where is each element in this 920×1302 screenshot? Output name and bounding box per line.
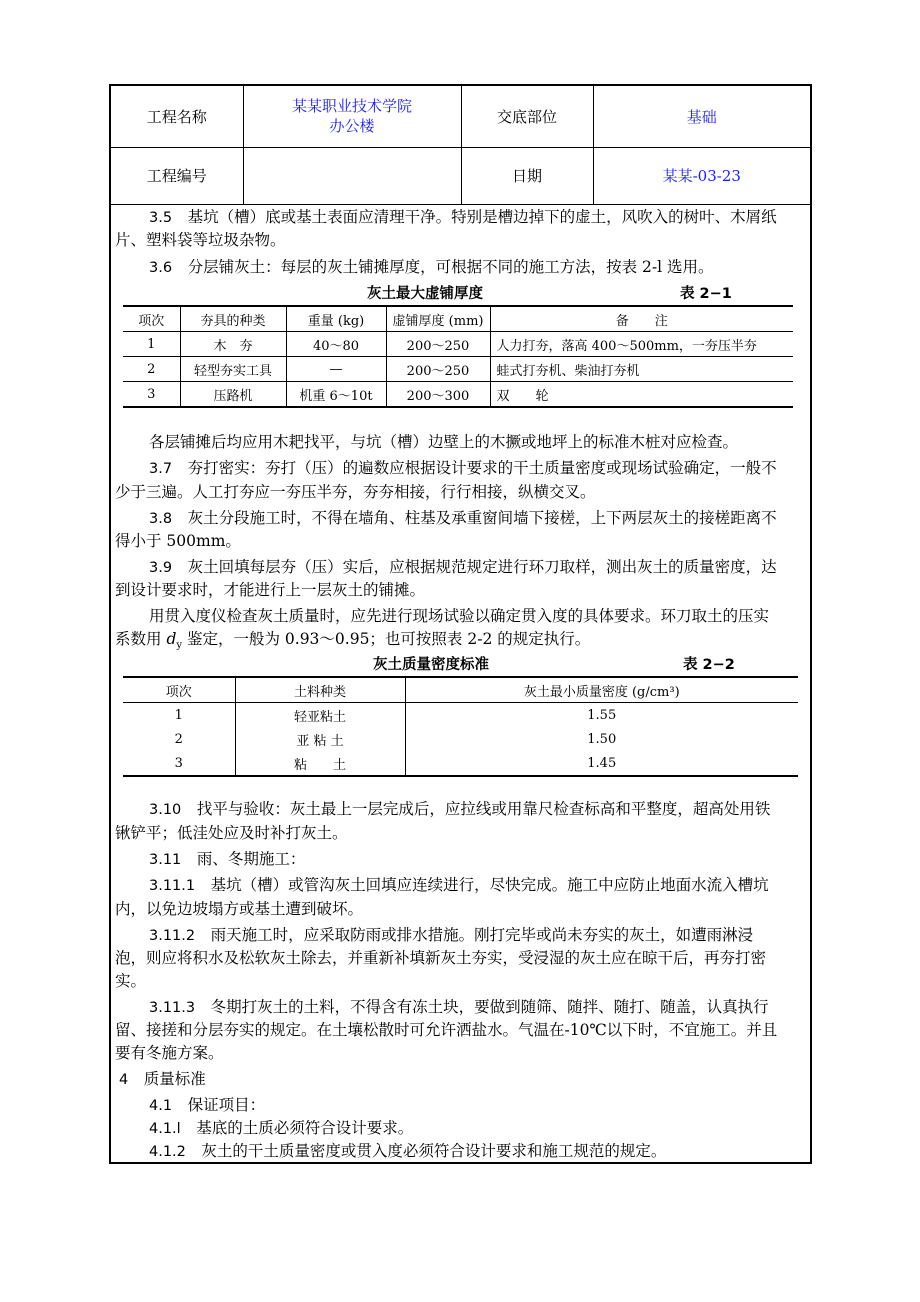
date-value: 某某-03-23	[593, 147, 810, 204]
project-name-line1: 某某职业技术学院	[291, 97, 412, 116]
t1-cell: —	[286, 357, 386, 382]
t2-cell: 3	[123, 751, 235, 776]
para-after-table1: 各层铺摊后均应用木耙找平，与坑（槽）边壁上的木撅或地坪上的标准木桩对应检查。	[149, 433, 739, 451]
t2-cell: 亚 粘 土	[235, 727, 405, 751]
para-3-10-line1: 3.10 找平与验收：灰土最上一层完成后，应拉线或用靠尺检查标高和平整度，超高处用铁	[149, 800, 771, 818]
document-frame	[109, 84, 812, 1164]
para-4-1-2: 4.1.2 灰土的干土质量密度或贯入度必须符合设计要求和施工规范的规定。	[149, 1142, 667, 1160]
project-name-label: 工程名称	[111, 86, 243, 147]
para-3-5-line1: 3.5 基坑（槽）底或基土表面应清理干净。特别是槽边掉下的虚土，风吹入的树叶、木屑纸	[149, 208, 777, 226]
para-gj-line2: 系数用 $d_y$ 鉴定，一般为 0.93～0.95；也可按照表 2-2 的规定执行。	[115, 630, 591, 652]
para-3-11: 3.11 雨、冬期施工：	[149, 850, 306, 868]
table2-title: 灰土质量密度标准	[373, 657, 489, 673]
t2-header-cell: 项次	[123, 677, 235, 703]
t1-cell: 3	[123, 382, 180, 408]
para-3-11-1-line1: 3.11.1 基坑（槽）或管沟灰土回填应连续进行，尽快完成。施工中应防止地面水流入槽坑	[149, 876, 769, 894]
t1-cell: 人力打夯，落高 400～500mm，一夯压半夯	[490, 332, 793, 357]
t1-cell: 蛙式打夯机、柴油打夯机	[490, 357, 793, 382]
para-3-9-line1: 3.9 灰土回填每层夯（压）实后，应根据规范规定进行环刀取样，测出灰土的质量密度，达	[149, 558, 777, 576]
para-3-10-line2: 锹铲平；低洼处应及时补打灰土。	[115, 824, 348, 842]
para-3-9-line2: 到设计要求时，才能进行上一层灰土的铺摊。	[115, 581, 426, 599]
para-3-11-3-line1: 3.11.3 冬期打灰土的土料，不得含有冻土块，要做到随筛、随拌、随打、随盖，认真执行	[149, 998, 769, 1016]
t1-cell: 机重 6～10t	[286, 382, 386, 408]
para-4-1: 4.1 保证项目：	[149, 1096, 266, 1114]
t1-cell: 木 夯	[180, 332, 286, 357]
t2-cell: 轻亚粘土	[235, 703, 405, 728]
para-3-6: 3.6 分层铺灰土：每层的灰土铺摊厚度，可根据不同的施工方法，按表 2-l 选用。	[149, 258, 714, 276]
t1-cell: 轻型夯实工具	[180, 357, 286, 382]
para-3-8-line2: 得小于 500mm。	[115, 532, 241, 550]
table-1	[123, 305, 793, 408]
t2-header-cell: 灰土最小质量密度 (g/cm³)	[405, 677, 798, 703]
table-row	[123, 727, 798, 751]
t2-cell: 2	[123, 727, 235, 751]
t1-header-cell: 项次	[123, 306, 180, 332]
t1-cell: 200～250	[386, 357, 490, 382]
project-name-line2: 办公楼	[329, 117, 375, 136]
t1-cell: 200～300	[386, 382, 490, 408]
t2-header-cell: 土料种类	[235, 677, 405, 703]
para-3-11-3-line2: 留、接搓和分层夯实的规定。在土壤松散时可允许洒盐水。气温在-10℃以下时，不宜施工。并且	[115, 1021, 778, 1039]
t1-header-cell: 备 注	[490, 306, 793, 332]
project-name-value	[243, 86, 461, 147]
date-label: 日期	[461, 147, 593, 204]
para-3-8-line1: 3.8 灰土分段施工时，不得在墙角、柱基及承重窗间墙下接槎，上下两层灰土的接槎距离不	[149, 509, 777, 527]
t1-header-cell: 虚铺厚度 (mm)	[386, 306, 490, 332]
header-table	[111, 86, 810, 205]
t1-cell: 1	[123, 332, 180, 357]
table-row	[123, 703, 798, 728]
part-label: 交底部位	[461, 86, 593, 147]
t1-cell: 双 轮	[496, 388, 549, 404]
table2-label: 表 2−2	[683, 657, 735, 673]
t2-cell: 1.55	[587, 707, 617, 723]
table-row	[123, 332, 793, 357]
t1-header-cell: 重量 (kg)	[286, 306, 386, 332]
para-3-7-line2: 少于三遍。人工打夯应一夯压半夯，夯夯相接，行行相接，纵横交叉。	[115, 483, 596, 501]
para-3-11-1-line2: 内，以免边坡塌方或基土遭到破坏。	[115, 900, 364, 918]
section-4-heading: 4 质量标准	[119, 1070, 206, 1088]
t2-cell: 1.45	[587, 755, 617, 771]
project-no-label: 工程编号	[111, 147, 243, 204]
t2-cell: 1	[123, 703, 235, 728]
t1-cell: 200～250	[386, 332, 490, 357]
para-3-11-2-line2: 泡，则应将积水及松软灰土除去，并重新补填新灰土夯实，受浸湿的灰土应在晾干后，再夯打密	[115, 949, 767, 967]
para-3-7-line1: 3.7 夯打密实：夯打（压）的遍数应根据设计要求的干土质量密度或现场试验确定，一般不	[149, 459, 777, 477]
table-row	[123, 382, 793, 408]
table1-label: 表 2−1	[680, 286, 732, 302]
para-3-11-3-line3: 要有冬施方案。	[115, 1044, 224, 1062]
t2-cell: 粘 土	[235, 751, 405, 776]
table-row	[123, 751, 798, 776]
para-3-11-2-line3: 实。	[115, 972, 147, 990]
para-3-11-2-line1: 3.11.2 雨天施工时，应采取防雨或排水措施。刚打完毕或尚未夯实的灰土，如遭雨淋浸	[149, 926, 754, 944]
t1-cell: 40～80	[286, 332, 386, 357]
para-4-1-1: 4.1.l 基底的土质必须符合设计要求。	[149, 1119, 414, 1137]
project-no-value	[243, 147, 461, 204]
table-2	[123, 676, 798, 777]
part-value: 基础	[593, 86, 810, 147]
table-row	[123, 357, 793, 382]
t1-cell: 压路机	[180, 382, 286, 408]
para-3-5-line2: 片、塑料袋等垃圾杂物。	[115, 231, 286, 249]
t1-header-cell: 夯具的种类	[180, 306, 286, 332]
table1-title: 灰土最大虚铺厚度	[367, 286, 483, 302]
t1-cell: 2	[123, 357, 180, 382]
para-gj-line1: 用贯入度仪检查灰土质量时，应先进行现场试验以确定贯入度的具体要求。环刀取土的压实	[149, 607, 770, 625]
t2-cell: 1.50	[587, 731, 617, 747]
